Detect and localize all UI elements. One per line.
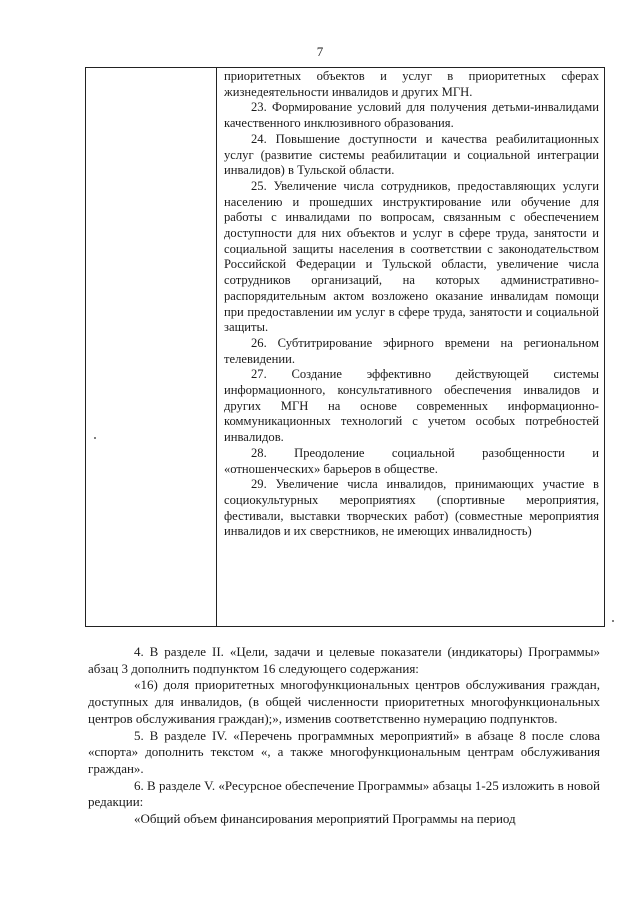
body-paragraph: «16) доля приоритетных многофункциональных центров обслуживания граждан, доступных для инвалидов, (в общей численности приоритетных многофункциональных центров обслуживания граждан);», изменив соответственно нумерацию подпунктов. — [88, 677, 600, 726]
table-paragraph: 26. Субтитрирование эфирного времени на региональном телевидении. — [224, 335, 599, 366]
table-paragraph: 23. Формирование условий для получения детьми-инвалидами качественного инклюзивного образования. — [224, 100, 599, 131]
body-paragraph: 6. В разделе V. «Ресурсное обеспечение Программы» абзацы 1-25 изложить в новой редакции: — [88, 777, 600, 810]
table-paragraph: 29. Увеличение числа инвалидов, принимающих участие в социокультурных мероприятиях (спортивные мероприятия, фестивали, выставки творческих работ) (совместные мероприятия инвалидов и их сверстников, не имеющих инвалидность) — [224, 477, 599, 539]
table-paragraph: 27. Создание эффективно действующей системы информационного, консультативного обеспечения инвалидов и других МГН на основе современных информационно-коммуникационных технологий с учетом особых потребностей инвалидов. — [224, 367, 599, 445]
table-paragraph: 25. Увеличение числа сотрудников, предоставляющих услуги населению и прошедших инструктирование или обучение для работы с инвалидами по вопросам, связанным с обеспечением доступности для них объектов и услуг в сфере труда, занятости и социальной защиты населения в соответствии с законодательством Российской Федерации и Тульской области, увеличение числа сотрудников организаций, на которых административно-распорядительным актом возложено оказание инвалидам помощи при предоставлении им услуг в сфере труда, занятости и социальной защиты. — [224, 178, 599, 335]
document-body — [88, 644, 600, 828]
table-paragraph: приоритетных объектов и услуг в приоритетных сферах жизнедеятельности инвалидов и других МГН. — [224, 69, 599, 99]
body-paragraph: «Общий объем финансирования мероприятий Программы на период — [134, 811, 516, 827]
table-paragraph: 28. Преодоление социальной разобщенности и «отношенческих» барьеров в обществе. — [224, 445, 599, 476]
table-left-cell — [86, 68, 217, 626]
body-paragraph: 4. В разделе II. «Цели, задачи и целевые показатели (индикаторы) Программы» абзац 3 дополнить подпунктом 16 следующего содержания: — [88, 644, 600, 676]
table-paragraph: 24. Повышение доступности и качества реабилитационных услуг (развитие системы реабилитации и социальной интеграции инвалидов) в Тульской области. — [224, 131, 599, 178]
measures-table — [85, 67, 605, 627]
scan-speck — [612, 620, 614, 622]
scan-speck — [94, 437, 96, 439]
table-right-cell — [217, 68, 604, 626]
body-paragraph: 5. В разделе IV. «Перечень программных мероприятий» в абзаце 8 после слова «спорта» дополнить текстом «, а также многофункциональным центрам обслуживания граждан». — [88, 727, 600, 776]
page-number: 7 — [316, 44, 324, 59]
